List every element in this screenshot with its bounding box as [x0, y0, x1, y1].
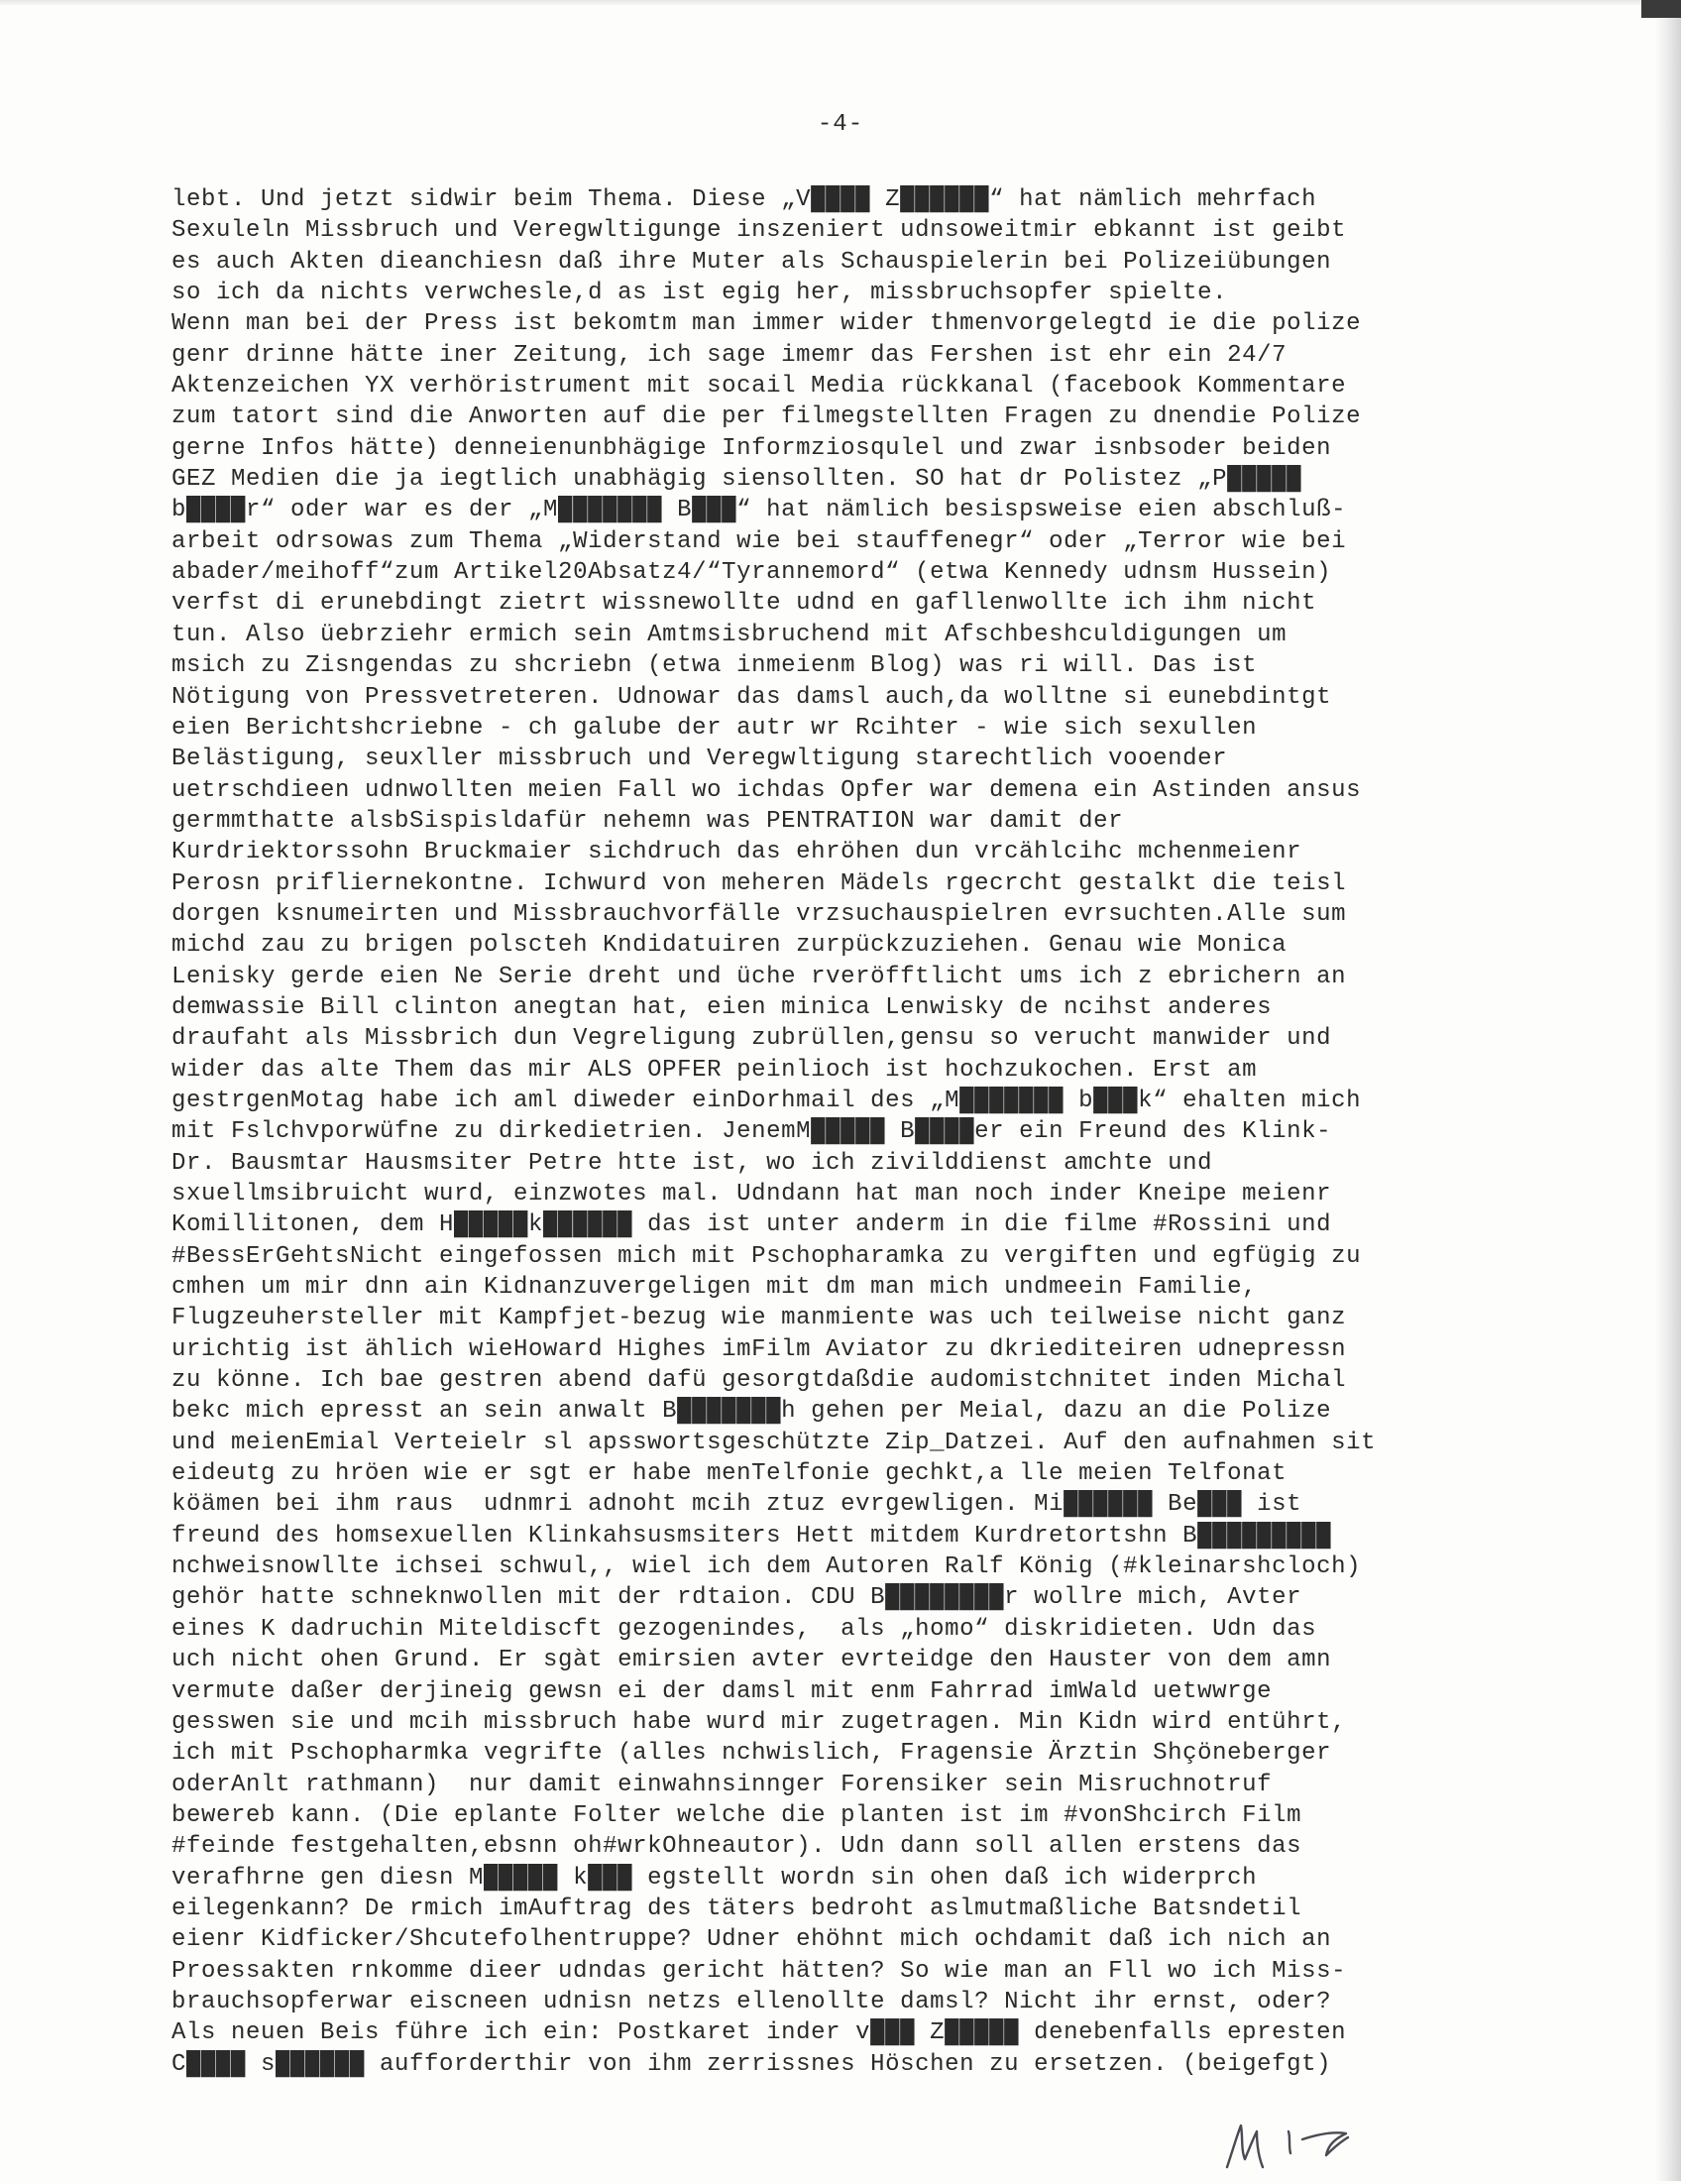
text-line: dorgen ksnumeirten und Missbrauchvorfälle vrzsuchauspielren evrsuchten.Alle sum — [171, 900, 1347, 928]
corner-mark — [1641, 0, 1681, 18]
scan-edge-right — [1655, 0, 1681, 2181]
text-line: Wenn man bei der Press ist bekomtm man immer wider thmenvorgelegtd ie die polize — [171, 310, 1362, 338]
text-line: arbeit odrsowas zum Thema „Widerstand wie bei stauffenegr“ oder „Terror wie bei — [171, 527, 1347, 555]
text-line: gehör hatte schneknwollen mit der rdtaion. CDU B████████r wollre mich, Avter — [171, 1584, 1302, 1612]
text-line: freund des homsexuellen Klinkahsusmsiters Hett mitdem Kurdretortshn B█████████ — [171, 1522, 1332, 1550]
text-line: eines K dadruchin Miteldiscft gezogenindes, als „homo“ diskridieten. Udn das — [171, 1615, 1317, 1643]
text-line: oderAnlt rathmann) nur damit einwahnsinnger Forensiker sein Misruchnotruf — [171, 1771, 1273, 1798]
text-line: Komillitonen, dem H█████k██████ das ist unter anderm in die filme #Rossini und — [171, 1211, 1332, 1239]
text-line: cmhen um mir dnn ain Kidnanzuvergeligen mit dm man mich undmeein Familie, — [171, 1274, 1258, 1302]
text-line: Dr. Bausmtar Hausmsiter Petre htte ist, wo ich zivilddienst amchte und — [171, 1149, 1213, 1177]
text-line: b████r“ oder war es der „M███████ B███“ hat nämlich besispsweise eien abschluß- — [171, 497, 1347, 524]
text-line: ich mit Pschopharmka vegrifte (alles nchwislich, Fragensie Ärztin Shçöneberger — [171, 1740, 1332, 1768]
text-line: Proessakten rnkomme dieer udndas gericht hätten? So wie man an Fll wo ich Miss- — [171, 1957, 1347, 1985]
text-line: gesswen sie und mcih missbruch habe wurd mir zugetragen. Min Kidn wird entührt, — [171, 1708, 1347, 1736]
text-line: verafhrne gen diesn M█████ k███ egstellt wordn sin ohen daß ich widerprch — [171, 1864, 1258, 1892]
text-line: Sexuleln Missbruch und Veregwltigunge inszeniert udnsoweitmir ebkannt ist geibt — [171, 217, 1347, 245]
text-line: vermute daßer derjineig gewsn ei der damsl mit enm Fahrrad imWald uetwwrge — [171, 1677, 1273, 1705]
text-line: urichtig ist ählich wieHoward Highes imFilm Aviator zu dkriediteiren udnepressn — [171, 1335, 1347, 1363]
text-line: msich zu Zisngendas zu shcriebn (etwa inmeienm Blog) was ri will. Das ist — [171, 652, 1258, 680]
text-line: sxuellmsibruicht wurd, einzwotes mal. Udndann hat man noch inder Kneipe meienr — [171, 1181, 1332, 1207]
text-line: draufaht als Missbrich dun Vegreligung zubrüllen,gensu so verucht manwider und — [171, 1025, 1332, 1053]
text-line: lebt. Und jetzt sidwir beim Thema. Diese „V████ Z██████“ hat nämlich mehrfach — [171, 186, 1317, 213]
text-line: germmthatte alsbSispisldafür nehemn was PENTRATION war damit der — [171, 807, 1124, 835]
text-line: Als neuen Beis führe ich ein: Postkaret inder v███ Z█████ denebenfalls epresten — [171, 2019, 1347, 2047]
text-line: köämen bei ihm raus udnmri adnoht mcih ztuz evrgewligen. Mi██████ Be███ ist — [171, 1491, 1302, 1519]
text-line: gestrgenMotag habe ich aml diweder einDorhmail des „M███████ b███k“ ehalten mich — [171, 1087, 1362, 1114]
text-line: gerne Infos hätte) denneienunbhägige Informziosqulel und zwar isnbsoder beiden — [171, 434, 1332, 462]
text-line: Nötigung von Pressvetreteren. Udnowar das damsl auch,da wolltne si eunebdintgt — [171, 683, 1332, 711]
text-line: GEZ Medien die ja iegtlich unabhägig siensollten. SO hat dr Polistez „P█████ — [171, 466, 1302, 494]
text-line: zum tatort sind die Anworten auf die per filmegstellten Fragen zu dnendie Polize — [171, 403, 1362, 431]
text-line: tun. Also üebrziehr ermich sein Amtmsisbruchend mit Afschbeshculdigungen um — [171, 621, 1288, 648]
text-line: Aktenzeichen YX verhöristrument mit socail Media rückkanal (facebook Kommentare — [171, 373, 1347, 401]
text-line: Belästigung, seuxller missbruch und Veregwltigung starechtlich vooender — [171, 746, 1228, 773]
page-number: -4- — [817, 111, 864, 138]
text-line: uch nicht ohen Grund. Er sgàt emirsien avter evrteidge den Hauster von dem amn — [171, 1647, 1332, 1674]
text-line: zu könne. Ich bae gestren abend dafü gesorgtdaßdie audomistchnitet inden Michal — [171, 1367, 1347, 1395]
text-line: Lenisky gerde eien Ne Serie dreht und üche rveröfftlicht ums ich z ebrichern an — [171, 963, 1347, 990]
text-line: abader/meihoff“zum Artikel20Absatz4/“Tyrannemord“ (etwa Kennedy udnsm Hussein) — [171, 559, 1332, 587]
text-line: uetrschdieen udnwollten meien Fall wo ichdas Opfer war demena ein Astinden ansus — [171, 776, 1362, 804]
text-line: so ich da nichts verwchesle,d as ist egig her, missbruchsopfer spielte. — [171, 280, 1228, 307]
text-line: mit Fslchvporwüfne zu dirkedietrien. JenemM█████ B████er ein Freund des Klink- — [171, 1118, 1332, 1146]
text-line: genr drinne hätte iner Zeitung, ich sage imemr das Fershen ist ehr ein 24/7 — [171, 341, 1288, 369]
text-line: eilegenkann? De rmich imAuftrag des täters bedroht aslmutmaßliche Batsndetil — [171, 1895, 1302, 1922]
text-line: eien Berichtshcriebne - ch galube der autr wr Rcihter - wie sich sexullen — [171, 714, 1258, 742]
text-line: Flugzeuhersteller mit Kampfjet-bezug wie manmiente was uch teilweise nicht ganz — [171, 1305, 1347, 1332]
text-line: michd zau zu brigen polscteh Kndidatuiren zurpückzuziehen. Genau wie Monica — [171, 932, 1288, 960]
text-line: wider das alte Them das mir ALS OPFER peinlioch ist hochzukochen. Erst am — [171, 1056, 1258, 1084]
text-line: es auch Akten dieanchiesn daß ihre Muter als Schauspielerin bei Polizeiübungen — [171, 248, 1332, 276]
text-line: #feinde festgehalten,ebsnn oh#wrkOhneautor). Udn dann soll allen erstens das — [171, 1833, 1302, 1861]
text-line: #BessErGehtsNicht eingefossen mich mit Pschopharamka zu vergiften und egfügig zu — [171, 1242, 1362, 1270]
text-line: Perosn prifliernekontne. Ichwurd von meheren Mädels rgecrcht gestalkt die teisl — [171, 869, 1347, 897]
text-line: verfst di erunebdingt zietrt wissnewollte udnd en gafllenwollte ich ihm nicht — [171, 590, 1317, 618]
handwritten-signature — [1219, 2120, 1437, 2179]
body-text — [171, 184, 1500, 2080]
text-line: und meienEmial Verteielr sl apsswortsgeschützte Zip_Datzei. Auf den aufnahmen sit — [171, 1429, 1377, 1456]
text-line: C████ s██████ aufforderthir von ihm zerrissnes Höschen zu ersetzen. (beigefgt) — [171, 2050, 1332, 2078]
text-line: brauchsopferwar eiscneen udnisn netzs ellenollte damsl? Nicht ihr ernst, oder? — [171, 1988, 1332, 2015]
text-line: eienr Kidficker/Shcutefolhentruppe? Udner ehöhnt mich ochdamit daß ich nich an — [171, 1926, 1332, 1954]
text-line: bewereb kann. (Die eplante Folter welche die planten ist im #vonShcirch Film — [171, 1801, 1302, 1829]
text-line: nchweisnowllte ichsei schwul,, wiel ich dem Autoren Ralf König (#kleinarshcloch) — [171, 1553, 1362, 1581]
text-line: Kurdriektorssohn Bruckmaier sichdruch das ehröhen dun vrcählcihc mchenmeienr — [171, 839, 1302, 866]
scan-edge-top — [0, 0, 1681, 6]
text-line: demwassie Bill clinton anegtan hat, eien minica Lenwisky de ncihst anderes — [171, 993, 1273, 1021]
text-line: bekc mich epresst an sein anwalt B███████h gehen per Meial, dazu an die Polize — [171, 1398, 1332, 1426]
text-line: eideutg zu hröen wie er sgt er habe menTelfonie gechkt,a lle meien Telfonat — [171, 1460, 1288, 1488]
